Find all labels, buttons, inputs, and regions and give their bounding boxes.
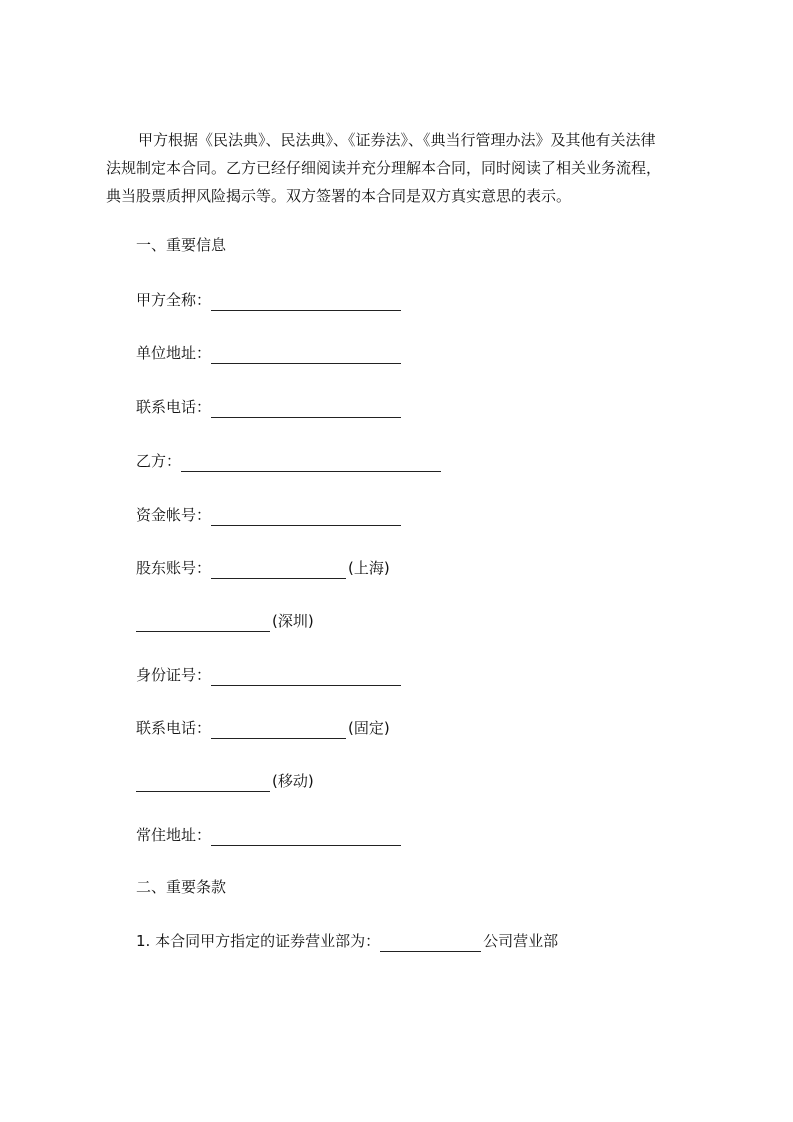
shenzhen-label: (深圳) [272,612,314,630]
mobile-label: (移动) [272,772,314,790]
residence-row [136,824,403,846]
address-row [136,342,403,364]
address-label: 单位地址： [136,344,212,362]
section-1-title: 一、重要信息 [136,236,227,254]
fund-account-label: 资金帐号： [136,506,212,524]
shenzhen-account-row [136,610,314,632]
party-a-name-row [136,289,403,311]
phone-b-row [136,717,390,739]
party-b-blank[interactable] [181,455,441,472]
residence-label: 常住地址： [136,826,212,844]
intro-paragraph [106,126,696,210]
section-1-heading [136,234,226,256]
id-number-row [136,664,403,686]
phone-a-label: 联系电话： [136,398,212,416]
fixed-label: (固定) [348,719,390,737]
party-a-name-label: 甲方全称： [136,291,212,309]
clause-1-suffix: 公司营业部 [483,932,559,950]
securities-branch-blank[interactable] [380,935,481,952]
fixed-phone-blank[interactable] [211,722,346,739]
mobile-row [136,770,314,792]
section-2-title: 二、重要条款 [136,878,227,896]
intro-line-1: 甲方根据《民法典》、民法典》、《证券法》、《典当行管理办法》及其他有关法律 [138,131,656,149]
intro-line-2: 法规制定本合同。乙方已经仔细阅读并充分理解本合同，同时阅读了相关业务流程， [106,159,662,177]
shareholder-account-row [136,557,390,579]
shareholder-account-label: 股东账号： [136,559,212,577]
phone-a-blank[interactable] [211,401,401,418]
shenzhen-account-blank[interactable] [136,615,270,632]
clause-1-prefix: 1. 本合同甲方指定的证券营业部为： [136,932,381,950]
mobile-phone-blank[interactable] [136,775,270,792]
id-number-label: 身份证号： [136,666,212,684]
address-blank[interactable] [211,347,401,364]
phone-a-row [136,396,403,418]
residence-blank[interactable] [211,829,401,846]
party-b-row [136,450,443,472]
party-b-label: 乙方： [136,452,182,470]
clause-1-row [136,930,558,952]
shanghai-label: (上海) [348,559,390,577]
shanghai-account-blank[interactable] [211,562,346,579]
party-a-name-blank[interactable] [211,294,401,311]
intro-line-3: 典当股票质押风险揭示等。双方签署的本合同是双方真实意思的表示。 [106,187,572,205]
section-2-heading [136,876,226,898]
fund-account-blank[interactable] [211,509,401,526]
phone-b-label: 联系电话： [136,719,212,737]
id-number-blank[interactable] [211,669,401,686]
fund-account-row [136,504,403,526]
